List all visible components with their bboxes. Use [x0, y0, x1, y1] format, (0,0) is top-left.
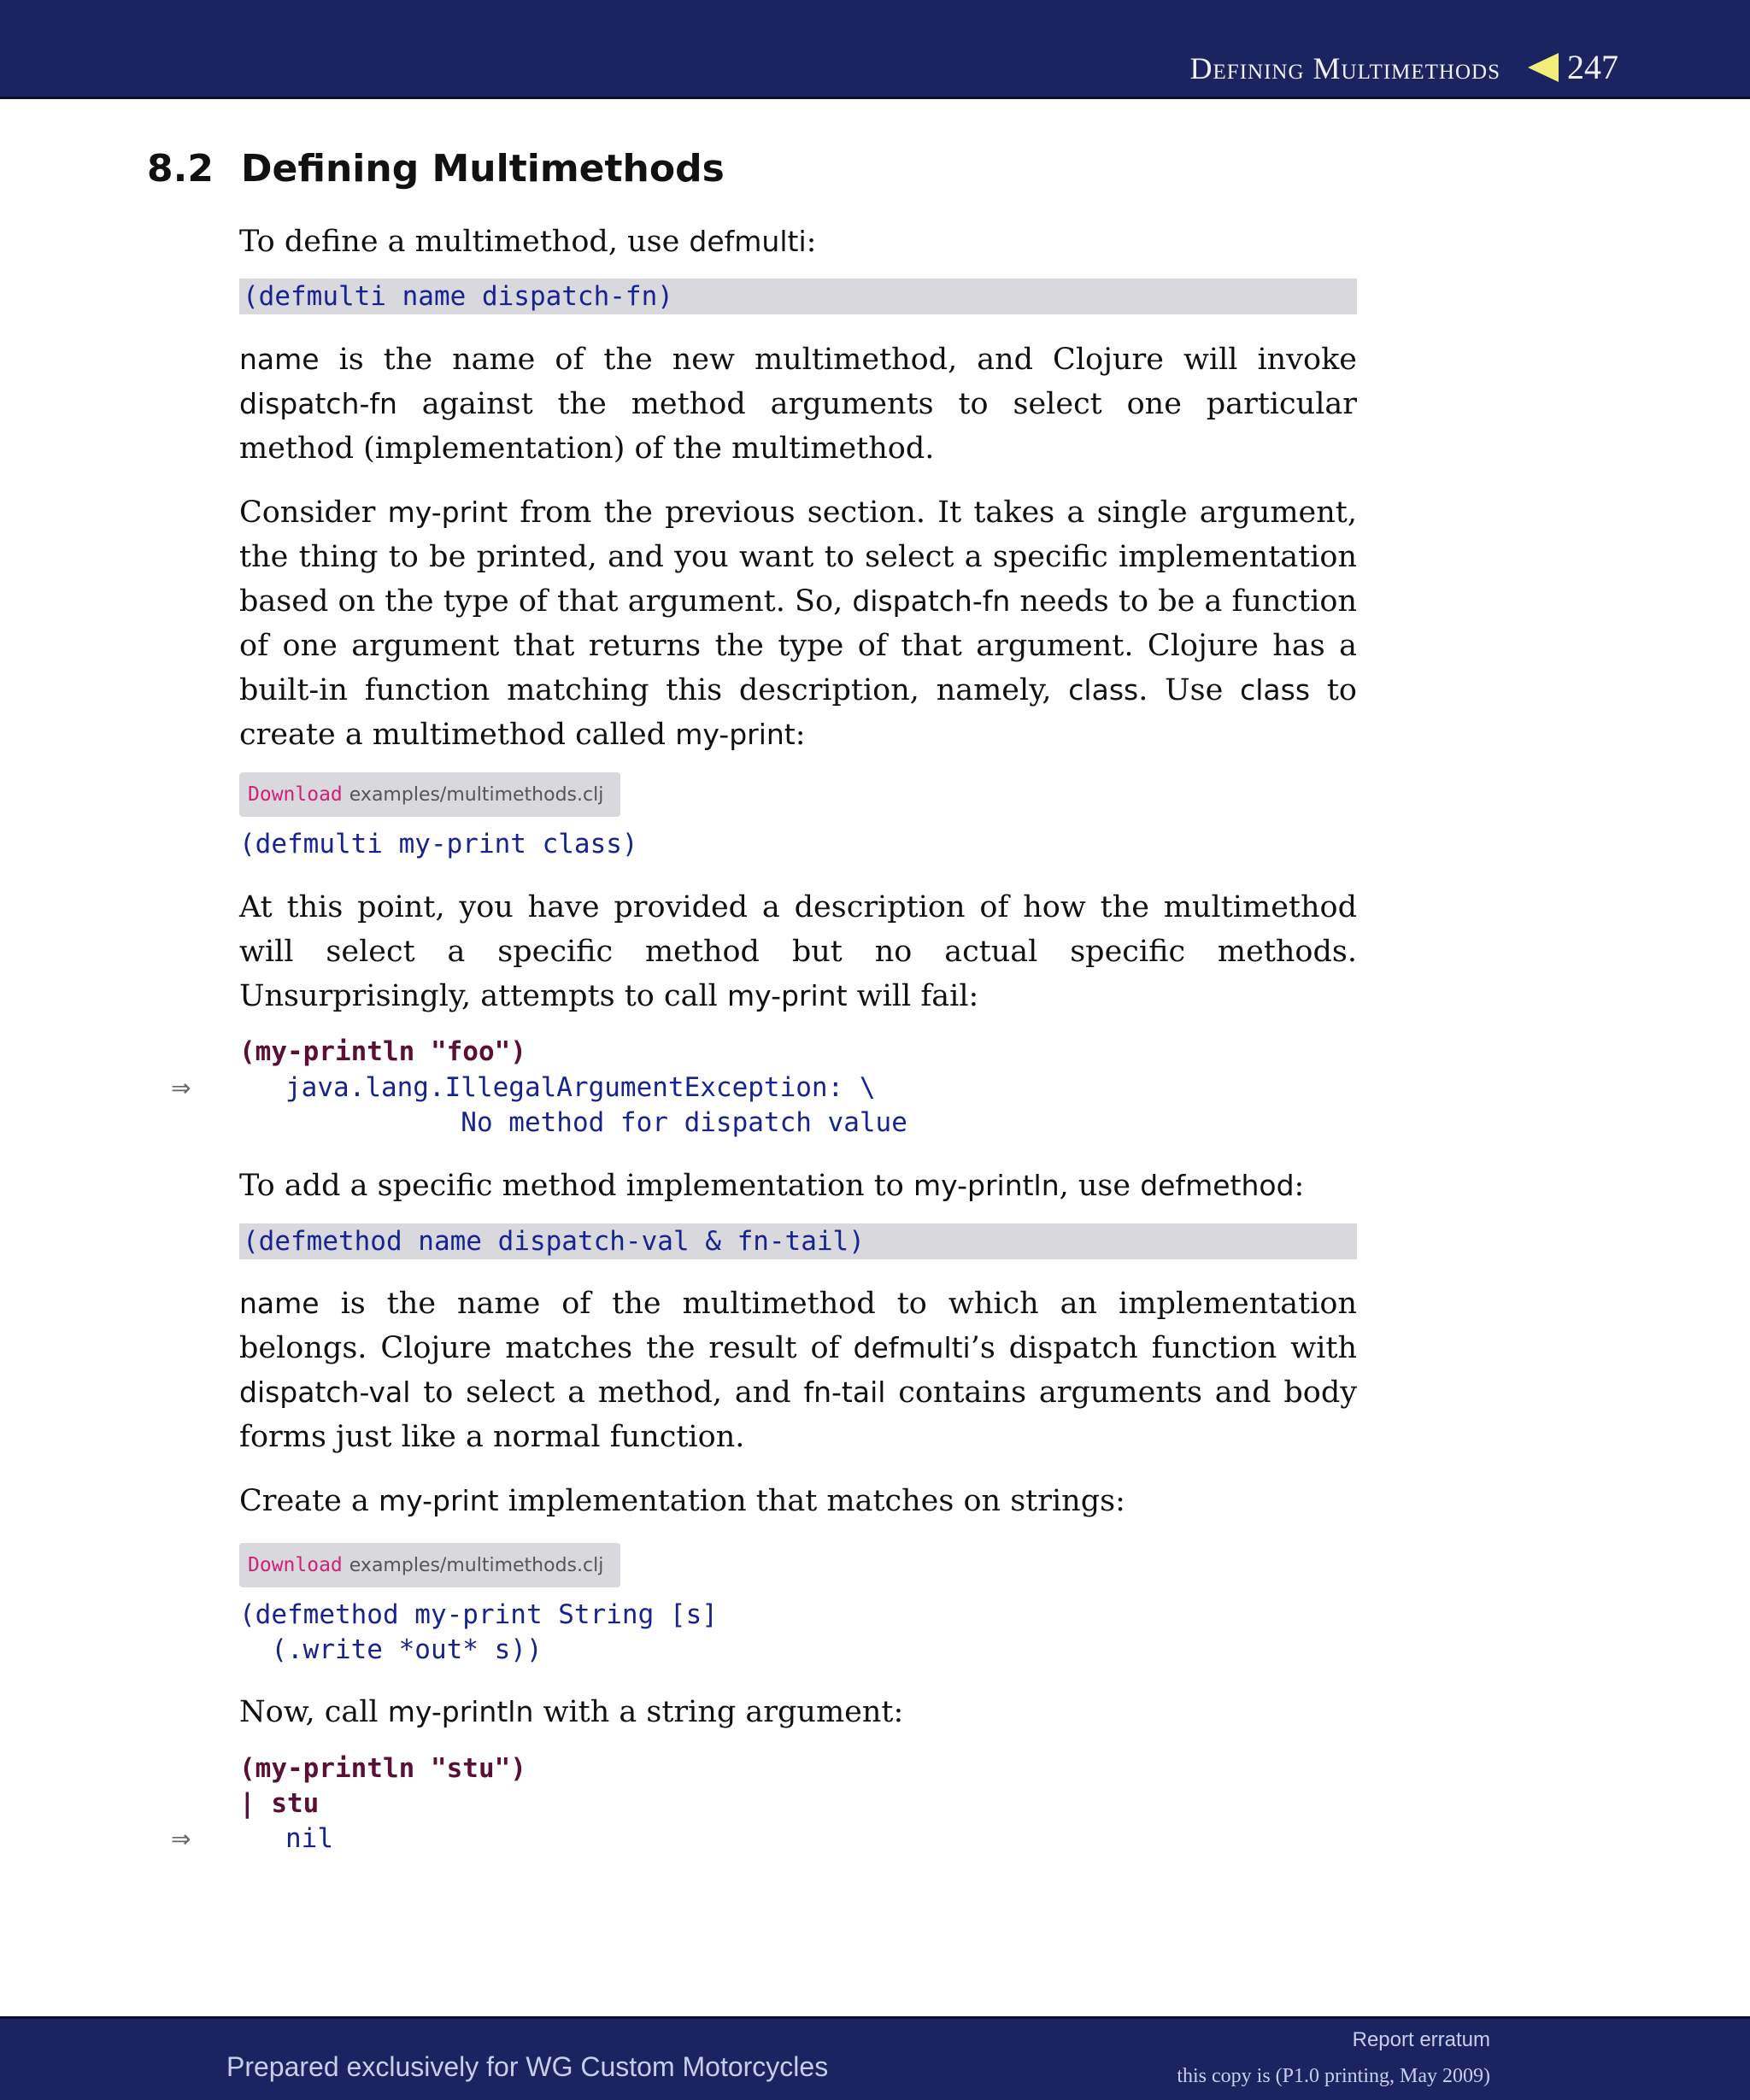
download-tab: [239, 772, 620, 817]
paragraph-define-intro: [239, 220, 1357, 264]
text: needs to be a function of one argument that returns the type of that argument. Clojure has a built-in function matching this description, namely,: [239, 584, 1357, 707]
code-call-stu: (my-println "stu"): [239, 1753, 526, 1784]
paragraph-consider-my-print: [239, 490, 1357, 757]
inline-code: defmulti: [853, 1331, 971, 1364]
download-tab: [239, 1543, 620, 1587]
text: , use: [1059, 1169, 1141, 1203]
inline-code: class: [1240, 673, 1311, 707]
code-result-exception-line1: java.lang.IllegalArgumentException: \: [285, 1072, 876, 1103]
page-number: 247: [1567, 48, 1618, 86]
inline-code: my-println: [387, 1695, 534, 1728]
code-call-foo: (my-println "foo"): [239, 1036, 526, 1067]
report-erratum-link[interactable]: Report erratum: [1352, 2028, 1490, 2051]
inline-code: my-print: [726, 979, 848, 1012]
section-heading: [147, 147, 725, 191]
inline-code: name: [239, 343, 320, 376]
text: :: [1294, 1169, 1305, 1203]
paragraph-call-println: [239, 1690, 1357, 1734]
inline-code: my-println: [913, 1169, 1060, 1202]
text: . Use: [1138, 673, 1241, 707]
section-number: 8.2: [147, 147, 214, 191]
text: from the previous section. It takes a single argument, the thing to be printed, and you want to select a specific implementation based on the type of that argument. So,: [239, 496, 1357, 619]
text: will fail:: [847, 979, 979, 1013]
text: Create a: [239, 1484, 379, 1518]
code-defmethod-syntax: (defmethod name dispatch-val & fn-tail): [239, 1223, 1357, 1259]
text: with a string argument:: [533, 1695, 904, 1729]
running-title: Defining Multimethods: [1189, 51, 1500, 85]
download-link[interactable]: Download: [248, 1554, 343, 1576]
code-defmethod-line2: (.write *out* s)): [239, 1634, 543, 1665]
code-defmethod-line1: (defmethod my-print String [s]: [239, 1599, 718, 1630]
result-arrow-icon: ⇒: [171, 1825, 191, 1853]
previous-page-arrow-icon[interactable]: [1528, 53, 1559, 82]
code-result-nil: nil: [285, 1823, 333, 1854]
code-defmulti-my-print: (defmulti my-print class): [239, 829, 638, 859]
inline-code: class: [1068, 673, 1139, 707]
paragraph-at-this-point: [239, 885, 1357, 1018]
page-footer: [0, 2016, 1750, 2100]
section-title: Defining Multimethods: [241, 147, 725, 191]
download-link[interactable]: Download: [248, 783, 343, 806]
inline-code: dispatch-val: [239, 1376, 411, 1409]
paragraph-add-method: [239, 1164, 1357, 1208]
download-file-path[interactable]: examples/multimethods.clj: [349, 1555, 604, 1576]
inline-code: my-print: [675, 718, 796, 751]
paragraph-defmethod-explanation: [239, 1282, 1357, 1459]
text: :: [806, 225, 817, 259]
text: is the name of the multimethod to which an implementation belongs. Clojure matches the result of: [239, 1287, 1357, 1365]
text: Now, call: [239, 1695, 388, 1729]
text: To add a specific method implementation to: [239, 1169, 914, 1203]
inline-code: my-print: [379, 1484, 499, 1517]
text: to select a method, and: [410, 1376, 804, 1410]
text: :: [795, 718, 806, 752]
text: Consider: [239, 496, 388, 530]
text: At this point, you have provided a description of how the multimethod will select a specific method but no actual specific methods. Unsurprisingly, attempts to call: [239, 890, 1357, 1013]
inline-code: defmulti: [689, 225, 807, 258]
text: ’s dispatch function with: [970, 1331, 1357, 1365]
inline-code: defmethod: [1140, 1169, 1295, 1202]
inline-code: name: [239, 1287, 320, 1320]
text: contains arguments and body forms just like a normal function.: [239, 1376, 1357, 1454]
paragraph-name-explanation: [239, 337, 1357, 471]
code-defmulti-syntax: (defmulti name dispatch-fn): [239, 279, 1357, 314]
text: against the method arguments to select one particular method (implementation) of the multimethod.: [239, 387, 1357, 466]
text: to create a multimethod called: [239, 673, 1357, 752]
page-header: [0, 0, 1750, 99]
inline-code: dispatch-fn: [239, 387, 397, 420]
inline-code: dispatch-fn: [852, 584, 1011, 618]
result-arrow-icon: ⇒: [171, 1074, 191, 1102]
code-result-exception-line2: No method for dispatch value: [285, 1107, 907, 1138]
paragraph-create-implementation: [239, 1479, 1357, 1523]
inline-code: fn-tail: [803, 1376, 886, 1409]
text: is the name of the new multimethod, and Clojure will invoke: [319, 343, 1357, 377]
prepared-for-note: Prepared exclusively for WG Custom Motorcycles: [226, 2051, 829, 2082]
code-output-stu: | stu: [239, 1788, 320, 1819]
text: To define a multimethod, use: [239, 225, 690, 259]
printing-info: this copy is (P1.0 printing, May 2009): [1177, 2065, 1490, 2087]
text: implementation that matches on strings:: [498, 1484, 1125, 1518]
inline-code: my-print: [387, 496, 508, 529]
download-file-path[interactable]: examples/multimethods.clj: [349, 784, 604, 806]
